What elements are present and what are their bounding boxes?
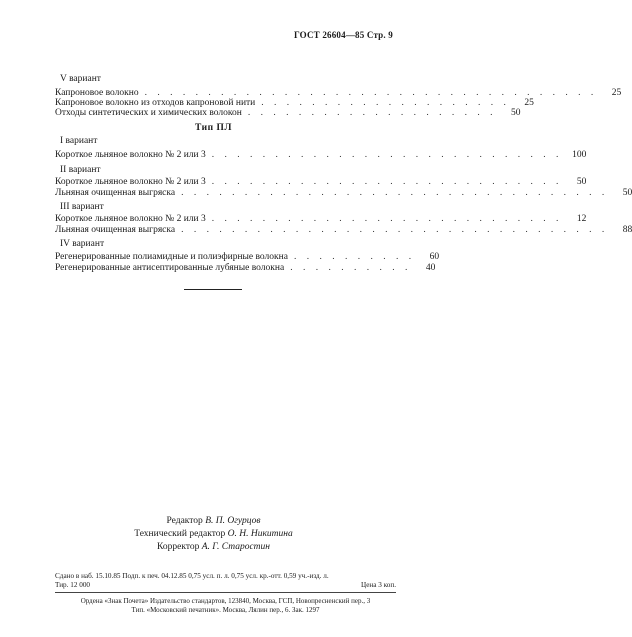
dot-leader: . . . . . . . . . . . . . . . . . . . . . . . . . . . . bbox=[211, 150, 563, 160]
component-name: Льняная очищенная выгряска bbox=[55, 188, 176, 198]
dot-leader: . . . . . . . . . . . . . . . . . . . . . . . . . . . . . . . . . . . . bbox=[144, 88, 598, 98]
table-row bbox=[55, 214, 587, 225]
section-heading-ii: II вариант bbox=[60, 165, 101, 175]
corrector-role: Корректор bbox=[157, 542, 200, 552]
component-name: Капроновое волокно bbox=[55, 88, 139, 98]
component-percent: 100 bbox=[572, 150, 587, 160]
component-name: Короткое льняное волокно № 2 или 3 bbox=[55, 150, 206, 160]
section-heading-i: I вариант bbox=[60, 136, 98, 146]
table-row bbox=[55, 150, 587, 161]
component-name: Короткое льняное волокно № 2 или 3 bbox=[55, 214, 206, 224]
component-percent: 50 bbox=[622, 188, 632, 198]
component-percent: 12 bbox=[576, 214, 587, 224]
dot-leader: . . . . . . . . . . bbox=[293, 252, 416, 262]
editor-credit bbox=[0, 515, 427, 528]
dot-leader: . . . . . . . . . . . . . . . . . . . . bbox=[261, 98, 510, 108]
component-percent: 40 bbox=[425, 263, 436, 273]
table-row bbox=[55, 252, 440, 263]
component-percent: 25 bbox=[524, 98, 534, 108]
section-heading-iv: IV вариант bbox=[60, 239, 105, 249]
component-name: Регенерированные полиамидные и полиэфирные волокна bbox=[55, 252, 288, 262]
section-divider bbox=[184, 289, 242, 290]
imprint-line-2 bbox=[55, 581, 396, 590]
imprint-divider bbox=[55, 592, 396, 593]
component-percent: 25 bbox=[611, 88, 622, 98]
imprint-line-1 bbox=[55, 572, 396, 581]
type-title: Тип ПЛ bbox=[195, 123, 232, 133]
tech-editor-credit bbox=[0, 528, 427, 541]
section-heading-iii: III вариант bbox=[60, 202, 104, 212]
component-name: Льняная очищенная выгряска bbox=[55, 225, 176, 235]
table-row bbox=[55, 188, 632, 199]
tech-editor-role: Технический редактор bbox=[134, 529, 226, 539]
printer-line: Тип. «Московский печатник». Москва, Лялин пер., 6. Зак. 1297 bbox=[131, 606, 320, 614]
dot-leader: . . . . . . . . . . . . . . . . . . . . . . . . . . . . . . . . . . bbox=[181, 188, 609, 198]
tech-editor-name: О. Н. Никитина bbox=[227, 529, 293, 539]
component-name: Короткое льняное волокно № 2 или 3 bbox=[55, 177, 206, 187]
component-name: Отходы синтетических и химических волокон bbox=[55, 108, 242, 118]
imprint-price: Цена 3 коп. bbox=[361, 581, 396, 589]
page-header bbox=[294, 30, 393, 40]
dot-leader: . . . . . . . . . . . . . . . . . . . . bbox=[247, 108, 497, 118]
table-row bbox=[55, 108, 521, 119]
corrector-credit bbox=[0, 541, 427, 554]
dot-leader: . . . . . . . . . . . . . . . . . . . . . . . . . . . . bbox=[211, 177, 563, 187]
component-percent: 50 bbox=[576, 177, 587, 187]
imprint-print-run: Тир. 12 000 bbox=[55, 581, 91, 589]
publisher-line: Ордена «Знак Почета» Издательство стандартов, 123840, Москва, ГСП, Новопресненский пер., 3 bbox=[80, 597, 371, 605]
dot-leader: . . . . . . . . . . . . . . . . . . . . . . . . . . . . bbox=[211, 214, 563, 224]
table-row bbox=[55, 177, 587, 188]
component-name: Регенерированные антисептированные лубяные волокна bbox=[55, 263, 285, 273]
editor-role: Редактор bbox=[166, 516, 203, 526]
standard-number: ГОСТ 26604—85 Стр. 9 bbox=[293, 30, 393, 40]
component-percent: 88 bbox=[622, 225, 632, 235]
dot-leader: . . . . . . . . . . bbox=[290, 263, 412, 273]
corrector-name: А. Г. Старостин bbox=[201, 542, 270, 552]
dot-leader: . . . . . . . . . . . . . . . . . . . . . . . . . . . . . . . . . . bbox=[181, 225, 609, 235]
component-percent: 60 bbox=[429, 252, 440, 262]
imprint-dates: Сдано в наб. 15.10.85 Подп. к печ. 04.12.85 0,75 усл. п. л. 0,75 усл. кр.-отт. 0,59 уч.-изд. л. bbox=[55, 572, 329, 580]
table-row bbox=[55, 263, 436, 274]
editor-name: В. П. Огурцов bbox=[205, 516, 261, 526]
table-row bbox=[55, 225, 632, 236]
component-name: Капроновое волокно из отходов капроновой нити bbox=[55, 98, 256, 108]
component-percent: 50 bbox=[511, 108, 521, 118]
section-heading-v: V вариант bbox=[60, 74, 101, 84]
